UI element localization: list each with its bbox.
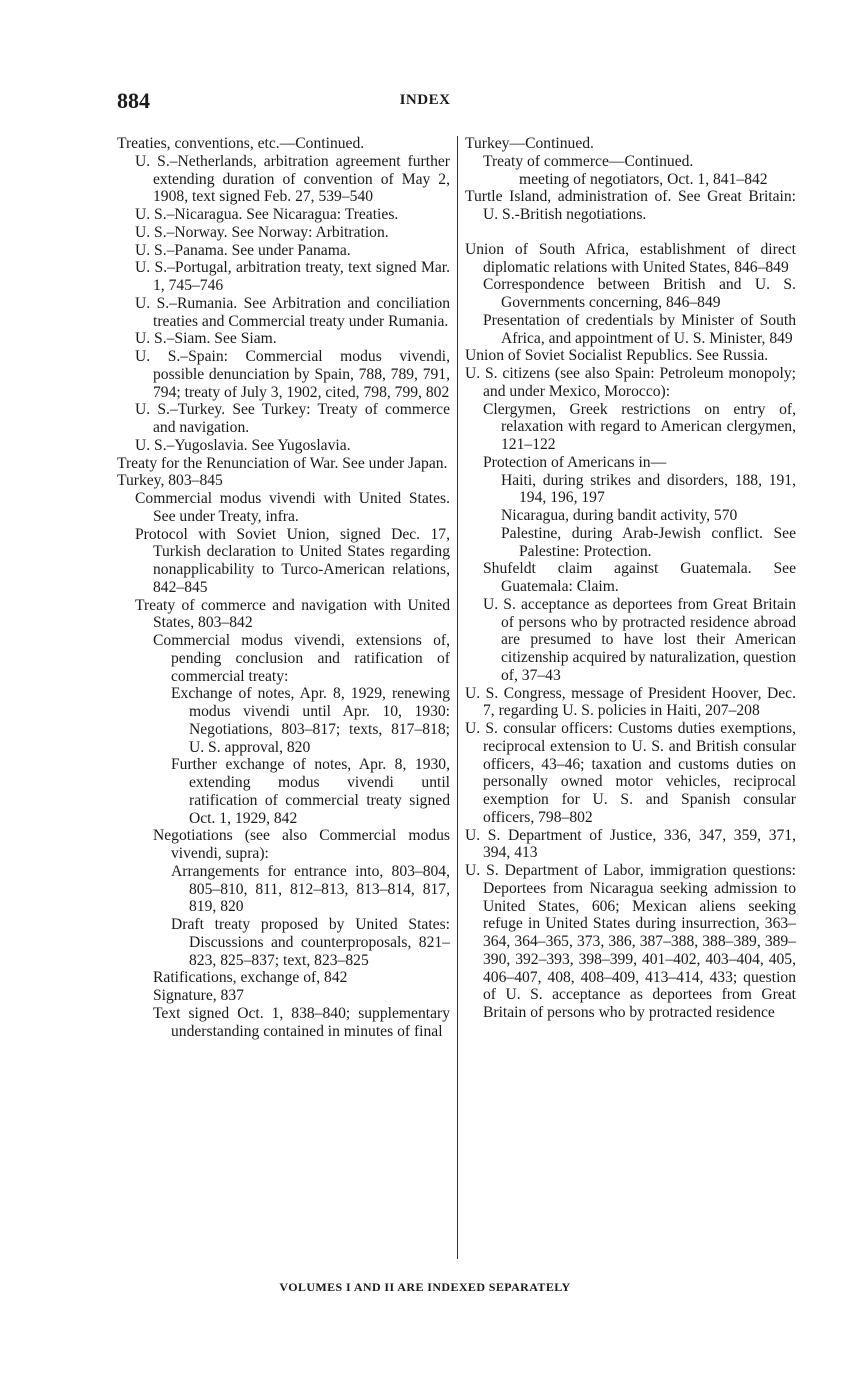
index-entry: U. S.–Siam. See Siam. xyxy=(135,330,277,348)
index-entry: U. S.–Yugoslavia. See Yugoslavia. xyxy=(135,436,351,454)
index-entry: Turkey, 803–845 xyxy=(117,472,223,490)
page-title: INDEX xyxy=(399,92,451,108)
index-entry: Arrangements for entrance into, 803–804, 805–810, 811, 812–813, 813–814, 817, 819, 820 xyxy=(171,862,450,916)
index-column-right xyxy=(465,135,796,1022)
index-entry: Turkey—Continued. xyxy=(465,135,594,152)
index-entry: U. S. Department of Justice, 336, 347, 359, 371, 394, 413 xyxy=(465,826,796,862)
index-entry: Negotiations (see also Commercial modus vivendi, supra): xyxy=(153,827,450,862)
index-entry: U. S. consular officers: Customs duties exemptions, reciprocal extension to U. S. and British consular officers, 43–46; taxation and customs duties on personally owned motor vehicles, reciprocal exemption for U. S. and Spanish consular officers, 798–802 xyxy=(465,720,796,826)
index-entry: Treaty for the Renunciation of War. See under Japan. xyxy=(117,454,448,472)
index-entry: Text signed Oct. 1, 838–840; supplementary understanding contained in minutes of final xyxy=(153,1004,450,1040)
index-entry: Treaty of commerce and navigation with United States, 803–842 xyxy=(135,596,450,632)
index-entry: Protection of Americans in— xyxy=(483,453,667,471)
index-entry: Treaty of commerce—Continued. xyxy=(483,152,694,170)
footer-note: VOLUMES I AND II ARE INDEXED SEPARATELY xyxy=(279,1280,571,1294)
index-entry: Further exchange of notes, Apr. 8, 1930, extending modus vivendi until ratification of commercial treaty signed Oct. 1, 1929, 842 xyxy=(171,756,450,827)
index-entry: U. S.–Norway. See Norway: Arbitration. xyxy=(135,223,389,241)
index-entry: Protocol with Soviet Union, signed Dec. 17, Turkish declaration to United States regarding nonapplicability to Turco-American relations, 842–845 xyxy=(135,525,450,596)
index-entry: U. S.–Portugal, arbitration treaty, text signed Mar. 1, 745–746 xyxy=(135,259,450,294)
index-entry: Signature, 837 xyxy=(153,987,244,1004)
index-entry: Union of Soviet Socialist Republics. See Russia. xyxy=(465,347,769,365)
index-entry: Correspondence between British and U. S. Governments concerning, 846–849 xyxy=(483,276,796,311)
page-number: 884 xyxy=(117,88,150,113)
index-entry: U. S.–Netherlands, arbitration agreement further extending duration of convention of May 2, 1908, text signed Feb. 27, 539–540 xyxy=(135,152,450,206)
index-entry: U. S.–Rumania. See Arbitration and conciliation treaties and Commercial treaty under Rumania. xyxy=(135,294,450,330)
index-entry: U. S.–Turkey. See Turkey: Treaty of commerce and navigation. xyxy=(135,401,450,436)
index-entry: Turtle Island, administration of. See Great Britain: U. S.-British negotiations. xyxy=(465,188,796,223)
index-entry: Shufeldt claim against Guatemala. See Guatemala: Claim. xyxy=(483,560,796,595)
index-column-left xyxy=(117,135,450,1040)
index-entry: Presentation of credentials by Minister of South Africa, and appointment of U. S. Minister, 849 xyxy=(483,311,796,347)
index-entry: Palestine, during Arab-Jewish conflict. See Palestine: Protection. xyxy=(501,524,796,560)
index-entry: meeting of negotiators, Oct. 1, 841–842 xyxy=(519,170,768,188)
column-divider xyxy=(457,136,458,1259)
index-entry: Union of South Africa, establishment of direct diplomatic relations with United States, 846–849 xyxy=(465,240,796,276)
index-entry: U. S. Department of Labor, immigration questions: Deportees from Nicaragua seeking admission to United States, 606; Mexican aliens seeking refuge in United States during insurrection, 363–364, 364–365, 373, 386, 387–388, 388–389, 389–390, 392–393, 398–399, 401–402, 403–404, 405, 406–407, 408, 408–409, 413–414, 433; question of U. S. acceptance as deportees from Great Britain of persons who by protracted residence xyxy=(465,862,796,1021)
index-entry: Clergymen, Greek restrictions on entry of, relaxation with regard to American clergymen, 121–122 xyxy=(483,400,796,453)
index-entry: U. S. acceptance as deportees from Great Britain of persons who by protracted residence abroad are presumed to have lost their American citizenship acquired by naturalization, question of, 37–43 xyxy=(483,595,796,684)
index-entry: Treaties, conventions, etc.—Continued. xyxy=(117,135,365,152)
index-entry: Commercial modus vivendi, extensions of, pending conclusion and ratification of commercial treaty: xyxy=(153,632,450,685)
index-entry: U. S. citizens (see also Spain: Petroleum monopoly; and under Mexico, Morocco): xyxy=(465,365,796,400)
index-entry: U. S.–Spain: Commercial modus vivendi, possible denunciation by Spain, 788, 789, 791, 794; treaty of July 3, 1902, cited, 798, 799, 802 xyxy=(135,348,450,401)
index-entry: U. S. Congress, message of President Hoover, Dec. 7, regarding U. S. policies in Haiti, 207–208 xyxy=(465,684,796,720)
index-entry: Commercial modus vivendi with United States. See under Treaty, infra. xyxy=(135,490,450,525)
index-entry: Haiti, during strikes and disorders, 188, 191, 194, 196, 197 xyxy=(501,471,796,507)
index-entry: Draft treaty proposed by United States: Discussions and counterproposals, 821–823, 825–837; text, 823–825 xyxy=(171,916,450,969)
index-entry: Ratifications, exchange of, 842 xyxy=(153,969,348,987)
index-entry: Nicaragua, during bandit activity, 570 xyxy=(501,507,738,524)
index-entry: U. S.–Nicaragua. See Nicaragua: Treaties. xyxy=(135,206,399,223)
index-entry: U. S.–Panama. See under Panama. xyxy=(135,241,351,259)
index-entry: Exchange of notes, Apr. 8, 1929, renewing modus vivendi until Apr. 10, 1930: Negotiations, 803–817; texts, 817–818; U. S. approval, 820 xyxy=(171,685,450,756)
